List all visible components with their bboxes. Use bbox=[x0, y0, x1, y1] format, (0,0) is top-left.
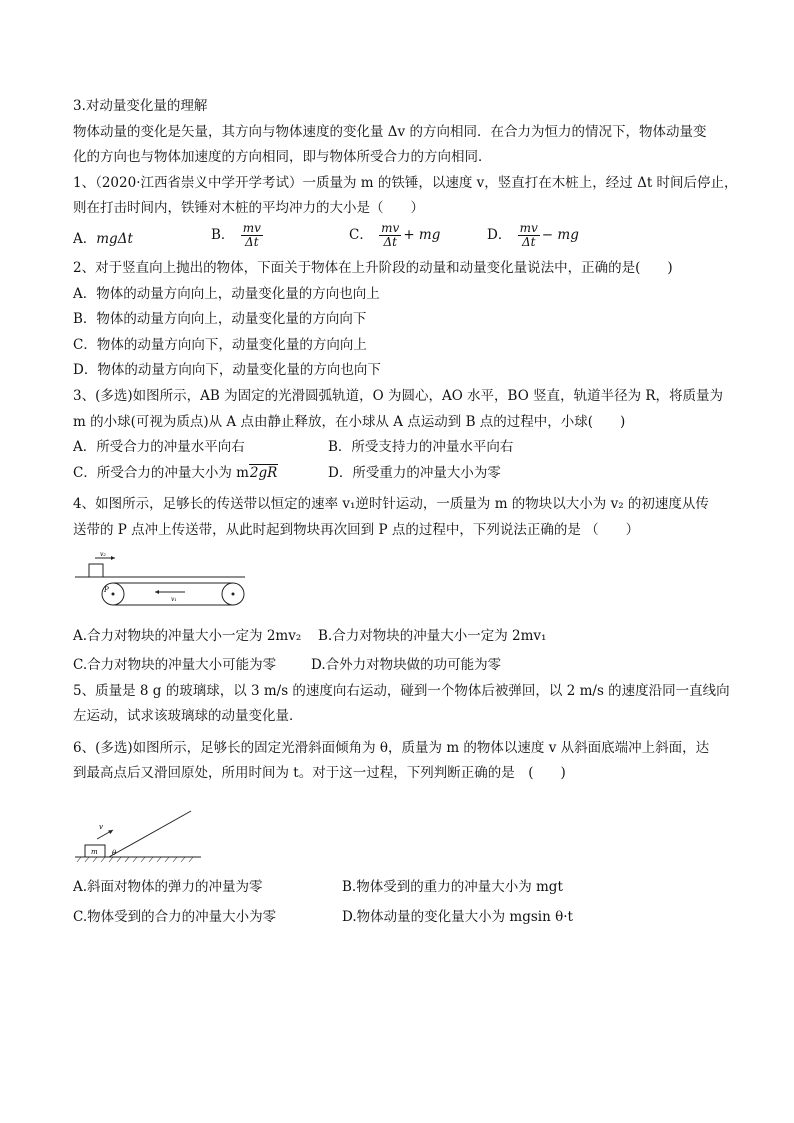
q6-option-a: A.斜面对物体的弹力的冲量为零 bbox=[73, 879, 263, 896]
section-intro-line-2: 化的方向也与物体加速度的方向相同，即与物体所受合力的方向相同． bbox=[73, 149, 492, 166]
block bbox=[89, 564, 103, 577]
point-p-label: P bbox=[104, 585, 109, 594]
conveyor-belt-diagram bbox=[73, 550, 253, 620]
q4-options-row-1 bbox=[73, 624, 733, 650]
ground-hatching bbox=[77, 857, 193, 862]
q1-option-c-fraction: $\frac{mv}{\Delta t}$ bbox=[381, 220, 400, 249]
q3-options-row-1 bbox=[73, 435, 733, 461]
q3-sqrt-2gR: 2gR bbox=[249, 464, 278, 481]
q2-option-c: C．物体的动量方向向下，动量变化量的方向向上 bbox=[73, 336, 367, 353]
q6-stem-line-2: 到最高点后又滑回原处，所用时间为 t。对于这一过程，下列判断正确的是 ( ) bbox=[73, 765, 566, 782]
worksheet-page bbox=[73, 94, 738, 930]
q4-option-c: C.合力对物块的冲量大小可能为零 bbox=[73, 657, 277, 674]
incline-surface bbox=[109, 811, 191, 857]
section-title: 3.对动量变化量的理解 bbox=[73, 98, 208, 114]
q4-option-a: A.合力对物块的冲量大小一定为 2mv₂ bbox=[73, 627, 302, 644]
q6-option-c: C.物体受到的合力的冲量大小为零 bbox=[73, 908, 277, 925]
q1-stem-line-2: 则在打击时间内，铁锤对木桩的平均冲力的大小是（ ） bbox=[73, 200, 424, 217]
q4-option-b: B.合力对物块的冲量大小一定为 2mv₁ bbox=[318, 627, 547, 644]
q3-stem-line-1: 3、(多选)如图所示，AB 为固定的光滑圆弧轨道，O 为圆心，AO 水平，BO 竖直，轨道半径为 R，将质量为 bbox=[73, 387, 724, 404]
q2-stem: 2、对于竖直向上抛出的物体，下面关于物体在上升阶段的动量和动量变化量说法中，正确的是( ) bbox=[73, 259, 673, 276]
q4-conveyor-figure bbox=[73, 550, 733, 624]
incline-diagram bbox=[73, 789, 203, 873]
q3-option-a: A．所受合力的冲量水平向右 bbox=[73, 439, 245, 456]
angle-label: θ bbox=[112, 849, 117, 858]
q4-option-d: D.合外力对物块做的功可能为零 bbox=[311, 657, 502, 674]
q1-option-d-fraction: $\frac{mv}{\Delta t}$ bbox=[519, 220, 538, 249]
q3-option-d: D．所受重力的冲量大小为零 bbox=[328, 464, 501, 481]
q1-option-d: D． $\frac{mv}{\Delta t}$ − mg bbox=[487, 220, 579, 249]
q1-options bbox=[73, 222, 733, 256]
q3-options-row-2 bbox=[73, 461, 733, 487]
v2-label: v₂ bbox=[100, 550, 106, 558]
q3-stem-line-2: m 的小球(可视为质点)从 A 点由静止释放，在小球从 A 点运动到 B 点的过程中，小球( ) bbox=[73, 413, 626, 430]
velocity-label: v bbox=[99, 823, 103, 832]
q4-stem-line-1: 4、如图所示，足够长的传送带以恒定的速率 v₁逆时针运动，一质量为 m 的物块以大小为 v₂ 的初速度从传 bbox=[73, 496, 709, 513]
q6-options-row-2 bbox=[73, 905, 733, 931]
q3-option-b: B．所受支持力的冲量水平向右 bbox=[328, 439, 514, 456]
section-intro-line-1: 物体动量的变化是矢量，其方向与物体速度的变化量 Δv 的方向相同．在合力为恒力的情况下，物体动量变 bbox=[73, 123, 707, 140]
q2-option-d: D．物体的动量方向向下，动量变化量的方向也向下 bbox=[73, 362, 381, 379]
q6-option-b: B.物体受到的重力的冲量大小为 mgt bbox=[342, 879, 563, 896]
q2-option-b: B．物体的动量方向向上，动量变化量的方向向下 bbox=[73, 311, 367, 328]
q1-option-b: B． $\frac{mv}{\Delta t}$ bbox=[211, 220, 261, 249]
q6-incline-figure bbox=[73, 789, 733, 875]
q5-stem-line-2: 左运动，试求该玻璃球的动量变化量． bbox=[73, 708, 303, 725]
q4-stem-line-2: 送带的 P 点冲上传送带，从此时起到物块再次回到 P 点的过程中，下列说法正确的是 （ ） bbox=[73, 521, 640, 538]
q1-option-b-fraction: $\frac{mv}{\Delta t}$ bbox=[242, 220, 261, 249]
mass-label: m bbox=[91, 848, 98, 857]
q1-option-c: C． $\frac{mv}{\Delta t}$ + mg bbox=[349, 220, 441, 249]
q4-options-row-2 bbox=[73, 653, 733, 679]
q1-stem-line-1: 1、（2020·江西省崇义中学开学考试）一质量为 m 的铁锤，以速度 v，竖直打在木桩上，经过 Δt 时间后停止， bbox=[73, 174, 738, 191]
q3-option-c: C．所受合力的冲量大小为 m2gR bbox=[73, 464, 278, 481]
q6-stem-line-1: 6、(多选)如图所示，足够长的固定光滑斜面倾角为 θ，质量为 m 的物体以速度 v 从斜面底端冲上斜面，达 bbox=[73, 739, 710, 756]
q1-option-a: A．mgΔt bbox=[73, 230, 133, 247]
q6-option-d: D.物体动量的变化量大小为 mgsin θ·t bbox=[342, 908, 573, 925]
q6-options-row-1 bbox=[73, 875, 733, 901]
q5-stem-line-1: 5、质量是 8 g 的玻璃球，以 3 m/s 的速度向右运动，碰到一个物体后被弹回，以 2 m/s 的速度沿同一直线向 bbox=[73, 682, 730, 699]
q2-option-a: A．物体的动量方向向上，动量变化量的方向也向上 bbox=[73, 285, 380, 302]
v1-label: v₁ bbox=[171, 595, 177, 603]
